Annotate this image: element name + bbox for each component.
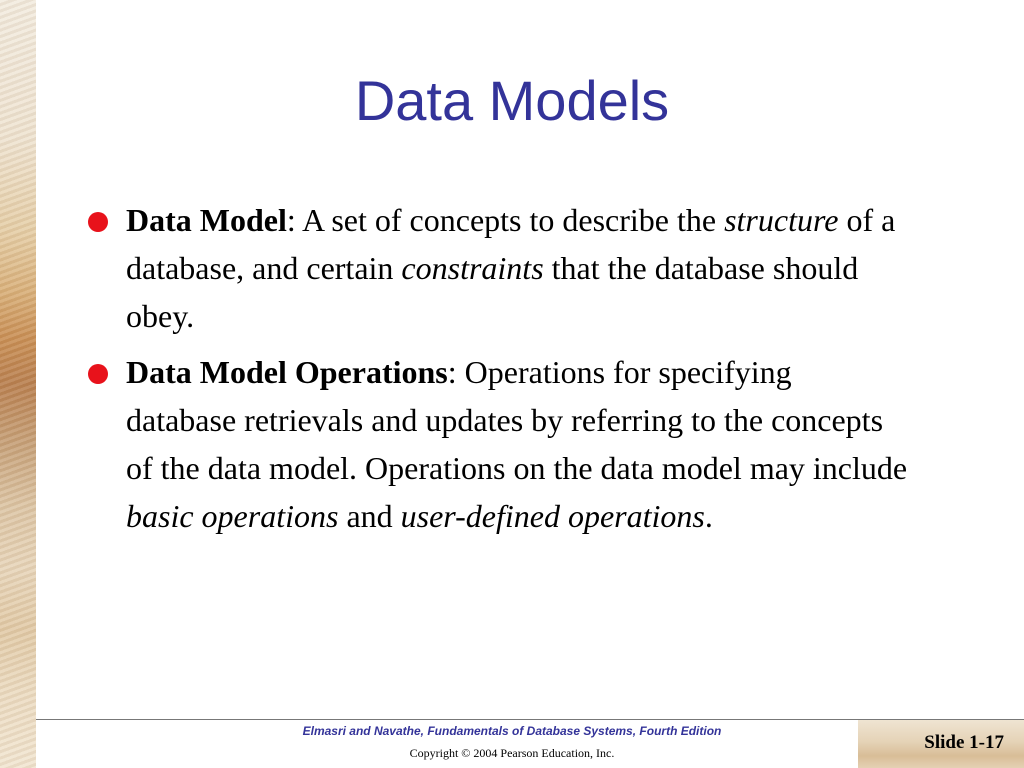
bullet-emphasis: basic operations [126,498,339,534]
bullet-text: . [704,498,713,534]
bullet-item [88,196,908,340]
bullet-list [88,196,908,548]
bullet-text: and [338,498,401,534]
footer-book-title: Elmasri and Navathe, Fundamentals of Database Systems, [302,724,640,738]
bullet-dot-icon [88,212,108,232]
bullet-text: : Operations for specifying database retrievals and updates by referring to the concepts of the data model. Operations on the data model may include [126,354,908,486]
bullet-text: of a database, and certain [126,202,896,286]
footer-edition: Fourth Edition [639,724,722,738]
bullet-emphasis: user-defined operations [400,498,705,534]
bullet-text: that the database should obey. [126,250,859,334]
slide-number: Slide 1-17 [924,732,1004,753]
bullet-term: Data Model [126,202,287,238]
bullet-item [88,348,908,540]
bullet-emphasis: structure [724,202,839,238]
bullet-emphasis: constraints [401,250,544,286]
slide-title: Data Models [354,69,670,132]
bullet-text: : A set of concepts to describe the [286,202,725,238]
footer-book-credit [36,724,988,738]
bullet-dot-icon [88,364,108,384]
decorative-desert-strip [0,0,36,768]
bullet-term: Data Model Operations [126,354,448,390]
footer-copyright: Copyright © 2004 Pearson Education, Inc. [409,746,615,760]
slide-number-box [858,720,1024,768]
